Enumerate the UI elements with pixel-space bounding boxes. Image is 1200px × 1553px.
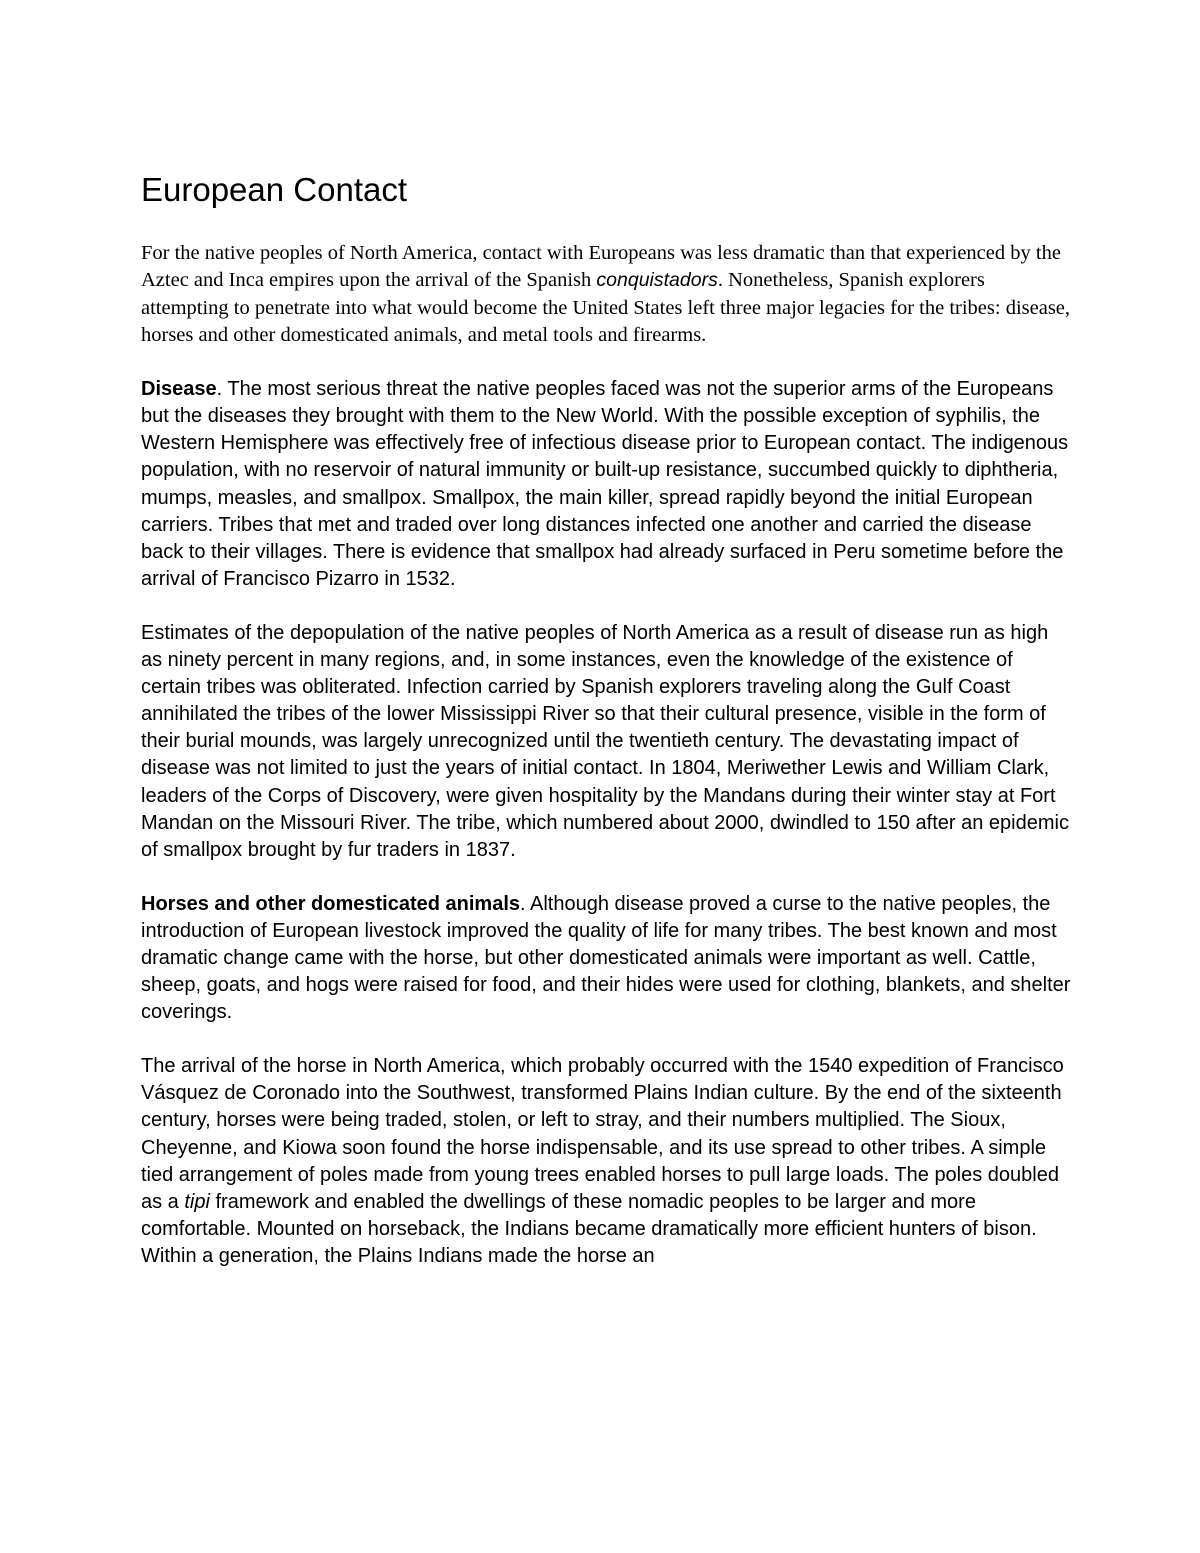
document-page <box>141 168 1071 1297</box>
intro-italic-term: conquistadors <box>596 269 718 292</box>
document-title: European Contact <box>141 171 408 208</box>
intro-text-1: For the native peoples of North America, contact with Europeans was less dramatic than that experienced by the Aztec and Inca empires upon the arrival of the Spanish <box>141 242 1061 292</box>
horse-arrival-paragraph <box>141 1053 1071 1270</box>
intro-text-2: . Nonetheless, Spanish explorers attempting to penetrate into what would become the United States left three major legacies for the tribes: disease, horses and other domesticated animals, and metal tools and firearms. <box>141 269 1071 346</box>
arrival-text-2: framework and enabled the dwellings of these nomadic peoples to be larger and more comfortable. Mounted on horseback, the Indians became dramatically more efficient hunters of bison. Within a generation, the Plains Indians made the horse an <box>141 1190 1037 1267</box>
horses-heading: Horses and other domesticated animals <box>141 892 521 915</box>
disease-paragraph <box>141 376 1071 593</box>
horses-text: . Although disease proved a curse to the native peoples, the introduction of European livestock improved the quality of life for many tribes. The best known and most dramatic change came with the horse, but other domesticated animals were important as well. Cattle, sheep, goats, and hogs were raised for food, and their hides were used for clothing, blankets, and shelter coverings. <box>141 892 1071 1024</box>
depopulation-paragraph: Estimates of the depopulation of the native peoples of North America as a result of disease run as high as ninety percent in many regions, and, in some instances, even the knowledge of the existence of certain tribes was obliterated. Infection carried by Spanish explorers traveling along the Gulf Coast annihilated the tribes of the lower Mississippi River so that their cultural presence, visible in the form of their burial mounds, was largely unrecognized until the twentieth century. The devastating impact of disease was not limited to just the years of initial contact. In 1804, Meriwether Lewis and William Clark, leaders of the Corps of Discovery, were given hospitality by the Mandans during their winter stay at Fort Mandan on the Missouri River. The tribe, which numbered about 2000, dwindled to 150 after an epidemic of smallpox brought by fur traders in 1837. <box>141 621 1069 861</box>
horses-paragraph <box>141 891 1071 1026</box>
arrival-italic-term: tipi <box>184 1190 210 1213</box>
arrival-text-1: The arrival of the horse in North America, which probably occurred with the 1540 expedition of Francisco Vásquez de Coronado into the Southwest, transformed Plains Indian culture. By the end of the sixteenth century, horses were being traded, stolen, or left to stray, and their numbers multiplied. The Sioux, Cheyenne, and Kiowa soon found the horse indispensable, and its use spread to other tribes. A simple tied arrangement of poles made from young trees enabled horses to pull large loads. The poles doubled as a <box>141 1055 1064 1213</box>
intro-paragraph <box>141 240 1071 349</box>
disease-heading: Disease <box>141 378 217 401</box>
disease-text: . The most serious threat the native peoples faced was not the superior arms of the Europeans but the diseases they brought with them to the New World. With the possible exception of syphilis, the Western Hemisphere was effectively free of infectious disease prior to European contact. The indigenous population, with no reservoir of natural immunity or built-up resistance, succumbed quickly to diphtheria, mumps, measles, and smallpox. Smallpox, the main killer, spread rapidly beyond the initial European carriers. Tribes that met and traded over long distances infected one another and carried the disease back to their villages. There is evidence that smallpox had already surfaced in Peru sometime before the arrival of Francisco Pizarro in 1532. <box>141 378 1069 590</box>
